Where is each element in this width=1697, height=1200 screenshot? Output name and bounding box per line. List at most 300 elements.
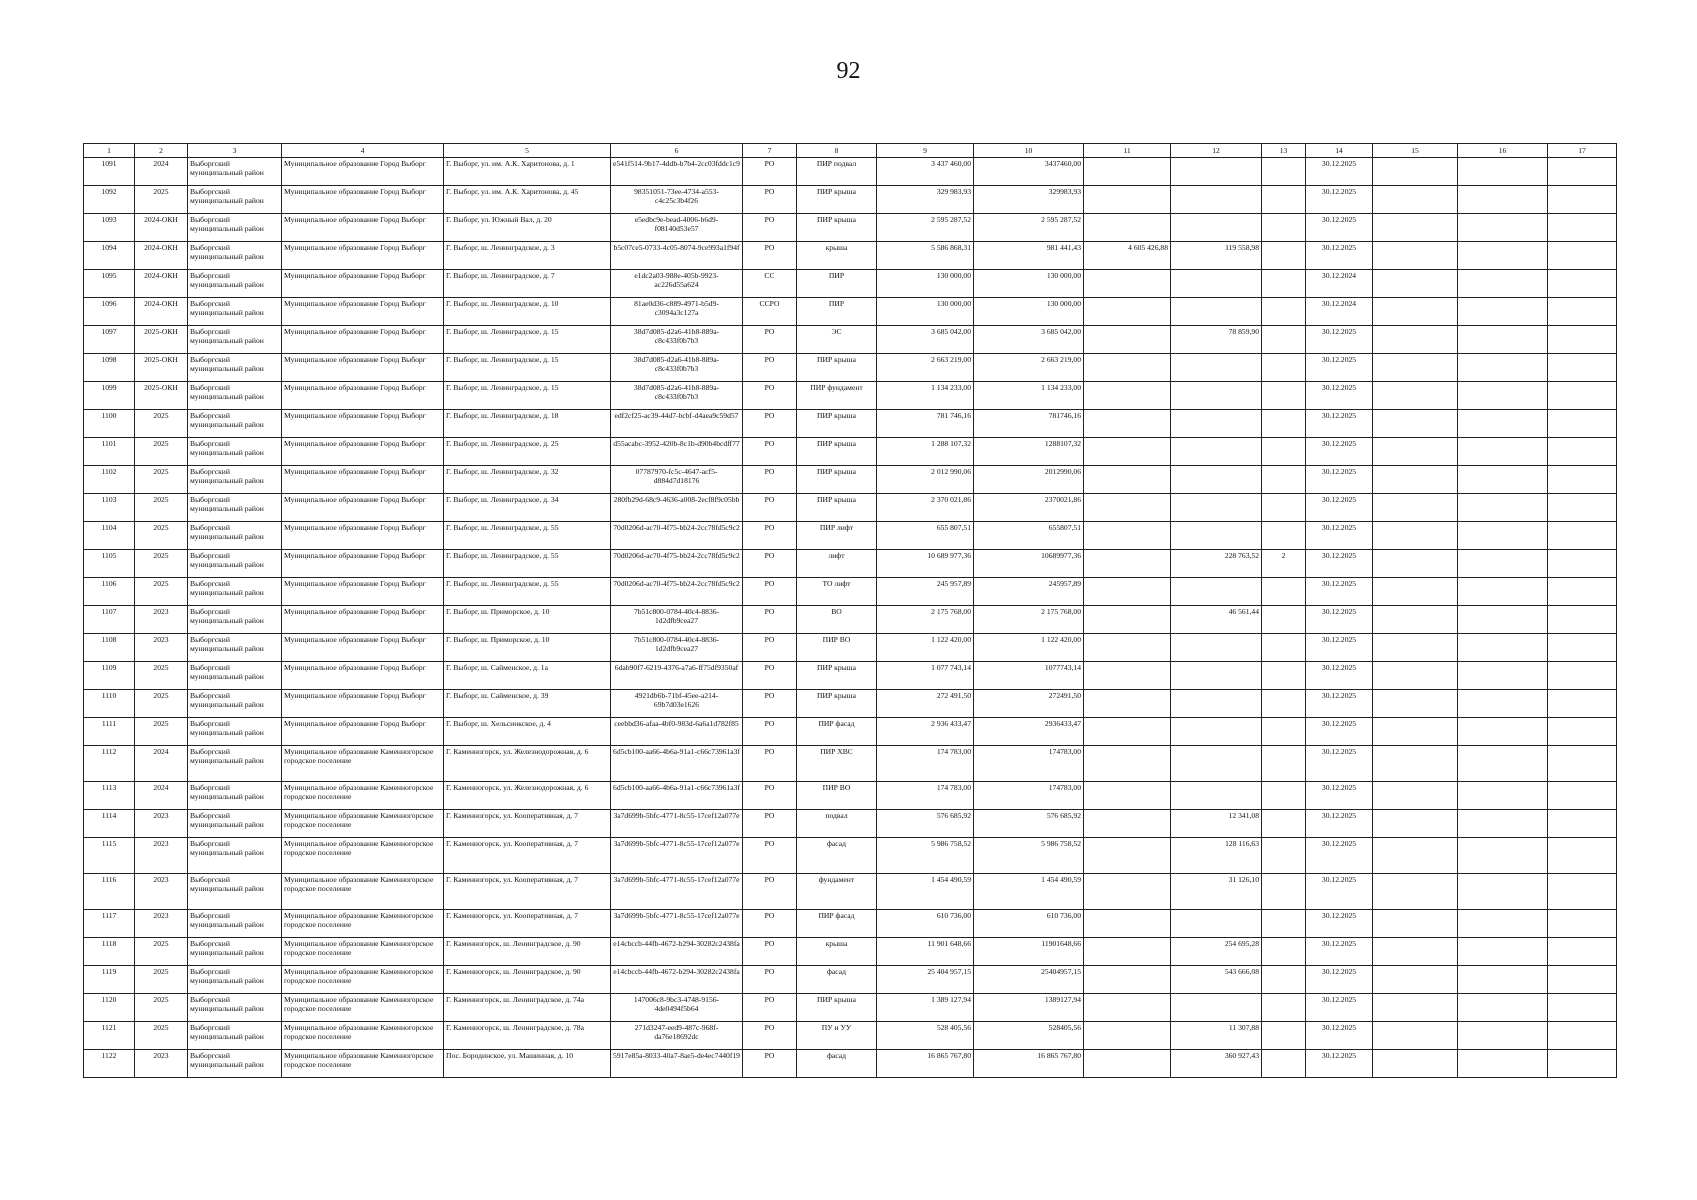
work-type-cell: ПИР фасад <box>797 718 877 746</box>
col15-cell <box>1373 874 1458 910</box>
guid-cell: 280fb29d-68c9-4636-a008-2ecf8f9c05bb <box>611 494 743 522</box>
municipality-cell: Муниципальное образование Город Выборг <box>282 634 444 662</box>
amount-col10-cell: 3 685 042,00 <box>974 326 1084 354</box>
row-number: 1110 <box>84 690 135 718</box>
row-number: 1119 <box>84 966 135 994</box>
amount-total-cell: 11 901 648,66 <box>877 938 974 966</box>
address-cell: Г. Выборг, ш. Приморское, д. 10 <box>444 606 611 634</box>
work-type-cell: ПИР крыша <box>797 186 877 214</box>
municipality-cell: Муниципальное образование Каменногорское городское поселение <box>282 966 444 994</box>
amount-total-cell: 3 437 460,00 <box>877 158 974 186</box>
amount-col10-cell: 130 000,00 <box>974 298 1084 326</box>
col17-cell <box>1548 782 1617 810</box>
deadline-date-cell: 30.12.2024 <box>1306 298 1373 326</box>
col13-cell <box>1262 186 1306 214</box>
municipality-cell: Муниципальное образование Город Выборг <box>282 242 444 270</box>
col17-cell <box>1548 662 1617 690</box>
amount-total-cell: 5 986 758,52 <box>877 838 974 874</box>
amount-total-cell: 1 454 490,59 <box>877 874 974 910</box>
amount-col10-cell: 2 663 219,00 <box>974 354 1084 382</box>
col15-cell <box>1373 214 1458 242</box>
col17-cell <box>1548 186 1617 214</box>
district-cell: Выборгский муниципальный район <box>188 1050 282 1078</box>
row-number: 1122 <box>84 1050 135 1078</box>
year-cell: 2023 <box>135 634 188 662</box>
work-type-cell: ПИР крыша <box>797 690 877 718</box>
district-cell: Выборгский муниципальный район <box>188 494 282 522</box>
col13-cell <box>1262 578 1306 606</box>
guid-cell: 5917e85a-8033-40a7-8ae5-de4ec7440f19 <box>611 1050 743 1078</box>
source-cell: РО <box>743 718 797 746</box>
column-header-17: 17 <box>1548 144 1617 158</box>
address-cell: Г. Выборг, ш. Ленинградское, д. 15 <box>444 382 611 410</box>
year-cell: 2025 <box>135 966 188 994</box>
address-cell: Г. Выборг, ш. Хельсинкское, д. 4 <box>444 718 611 746</box>
table-header <box>84 144 1617 158</box>
col15-cell <box>1373 838 1458 874</box>
amount-col11-cell <box>1084 410 1171 438</box>
municipality-cell: Муниципальное образование Город Выборг <box>282 466 444 494</box>
address-cell: Г. Выборг, ш. Ленинградское, д. 3 <box>444 242 611 270</box>
source-cell: РО <box>743 214 797 242</box>
col15-cell <box>1373 494 1458 522</box>
district-cell: Выборгский муниципальный район <box>188 242 282 270</box>
amount-col12-cell <box>1171 994 1262 1022</box>
table-row <box>84 494 1617 522</box>
guid-cell: 3a7d699b-5bfc-4771-8c55-17cef12a077e <box>611 838 743 874</box>
table-row <box>84 438 1617 466</box>
work-type-cell: ВО <box>797 606 877 634</box>
municipality-cell: Муниципальное образование Город Выборг <box>282 186 444 214</box>
deadline-date-cell: 30.12.2025 <box>1306 662 1373 690</box>
source-cell: РО <box>743 810 797 838</box>
guid-cell: 3a7d699b-5bfc-4771-8c55-17cef12a077e <box>611 810 743 838</box>
work-type-cell: фундамент <box>797 874 877 910</box>
table-row <box>84 1050 1617 1078</box>
amount-col11-cell <box>1084 578 1171 606</box>
amount-col11-cell <box>1084 690 1171 718</box>
address-cell: Г. Каменногорск, ш. Ленинградское, д. 90 <box>444 938 611 966</box>
address-cell: Г. Каменногорск, ул. Кооперативная, д. 7 <box>444 838 611 874</box>
col13-cell <box>1262 746 1306 782</box>
work-type-cell: ПИР крыша <box>797 494 877 522</box>
amount-col11-cell <box>1084 1050 1171 1078</box>
amount-col10-cell: 174783,00 <box>974 746 1084 782</box>
table-row <box>84 242 1617 270</box>
row-number: 1095 <box>84 270 135 298</box>
amount-col11-cell <box>1084 662 1171 690</box>
work-type-cell: ПИР крыша <box>797 662 877 690</box>
year-cell: 2024-ОКН <box>135 270 188 298</box>
col13-cell <box>1262 838 1306 874</box>
col13-cell <box>1262 938 1306 966</box>
guid-cell: e14cbccb-44fb-4672-b294-30282c2438fa <box>611 966 743 994</box>
work-type-cell: ПИР крыша <box>797 354 877 382</box>
col16-cell <box>1458 994 1548 1022</box>
col15-cell <box>1373 606 1458 634</box>
col15-cell <box>1373 186 1458 214</box>
table-row <box>84 522 1617 550</box>
col17-cell <box>1548 606 1617 634</box>
col15-cell <box>1373 810 1458 838</box>
amount-col10-cell: 16 865 767,80 <box>974 1050 1084 1078</box>
source-cell: ССРО <box>743 298 797 326</box>
address-cell: Г. Выборг, ш. Сайменское, д. 1а <box>444 662 611 690</box>
table-row <box>84 662 1617 690</box>
header-row <box>84 144 1617 158</box>
col16-cell <box>1458 938 1548 966</box>
year-cell: 2025 <box>135 578 188 606</box>
amount-total-cell: 2 012 990,06 <box>877 466 974 494</box>
year-cell: 2024-ОКН <box>135 298 188 326</box>
amount-col11-cell <box>1084 214 1171 242</box>
work-type-cell: фасад <box>797 966 877 994</box>
row-number: 1112 <box>84 746 135 782</box>
address-cell: Г. Выборг, ш. Сайменское, д. 39 <box>444 690 611 718</box>
amount-col10-cell: 981 441,43 <box>974 242 1084 270</box>
district-cell: Выборгский муниципальный район <box>188 746 282 782</box>
amount-col11-cell <box>1084 838 1171 874</box>
col17-cell <box>1548 438 1617 466</box>
col13-cell <box>1262 214 1306 242</box>
col15-cell <box>1373 382 1458 410</box>
column-header-5: 5 <box>444 144 611 158</box>
source-cell: РО <box>743 158 797 186</box>
work-type-cell: ПИР ХВС <box>797 746 877 782</box>
amount-total-cell: 655 807,51 <box>877 522 974 550</box>
col17-cell <box>1548 382 1617 410</box>
work-type-cell: подвал <box>797 810 877 838</box>
amount-col10-cell: 25404957,15 <box>974 966 1084 994</box>
table-row <box>84 938 1617 966</box>
work-type-cell: ЭС <box>797 326 877 354</box>
deadline-date-cell: 30.12.2025 <box>1306 1022 1373 1050</box>
row-number: 1100 <box>84 410 135 438</box>
work-type-cell: ПИР крыша <box>797 410 877 438</box>
guid-cell: 70d0206d-ac70-4f75-bb24-2cc78fd5c9c2 <box>611 522 743 550</box>
deadline-date-cell: 30.12.2025 <box>1306 718 1373 746</box>
district-cell: Выборгский муниципальный район <box>188 578 282 606</box>
guid-cell: 6d5cb100-aa66-4b6a-91a1-c66c73961a3f <box>611 782 743 810</box>
table-row <box>84 270 1617 298</box>
row-number: 1098 <box>84 354 135 382</box>
table-row <box>84 410 1617 438</box>
amount-col11-cell <box>1084 910 1171 938</box>
municipality-cell: Муниципальное образование Город Выборг <box>282 550 444 578</box>
row-number: 1115 <box>84 838 135 874</box>
col15-cell <box>1373 690 1458 718</box>
table-row <box>84 994 1617 1022</box>
col15-cell <box>1373 938 1458 966</box>
deadline-date-cell: 30.12.2025 <box>1306 810 1373 838</box>
amount-col12-cell: 128 116,63 <box>1171 838 1262 874</box>
table-row <box>84 690 1617 718</box>
municipality-cell: Муниципальное образование Каменногорское городское поселение <box>282 994 444 1022</box>
source-cell: РО <box>743 994 797 1022</box>
year-cell: 2024 <box>135 782 188 810</box>
municipality-cell: Муниципальное образование Каменногорское городское поселение <box>282 810 444 838</box>
col16-cell <box>1458 158 1548 186</box>
col13-cell <box>1262 662 1306 690</box>
municipality-cell: Муниципальное образование Каменногорское городское поселение <box>282 1022 444 1050</box>
year-cell: 2023 <box>135 838 188 874</box>
row-number: 1104 <box>84 522 135 550</box>
municipality-cell: Муниципальное образование Город Выборг <box>282 606 444 634</box>
row-number: 1117 <box>84 910 135 938</box>
amount-col10-cell: 1389127,94 <box>974 994 1084 1022</box>
table-row <box>84 718 1617 746</box>
year-cell: 2023 <box>135 606 188 634</box>
amount-col12-cell: 46 561,44 <box>1171 606 1262 634</box>
amount-col12-cell <box>1171 662 1262 690</box>
table-row <box>84 578 1617 606</box>
column-header-3: 3 <box>188 144 282 158</box>
amount-col12-cell <box>1171 466 1262 494</box>
source-cell: РО <box>743 522 797 550</box>
address-cell: Г. Выборг, ш. Ленинградское, д. 10 <box>444 298 611 326</box>
work-type-cell: ПИР ВО <box>797 634 877 662</box>
col16-cell <box>1458 410 1548 438</box>
deadline-date-cell: 30.12.2025 <box>1306 326 1373 354</box>
col15-cell <box>1373 1022 1458 1050</box>
amount-col12-cell <box>1171 782 1262 810</box>
source-cell: СС <box>743 270 797 298</box>
deadline-date-cell: 30.12.2024 <box>1306 270 1373 298</box>
amount-total-cell: 1 122 420,00 <box>877 634 974 662</box>
guid-cell: 7b51c800-0784-40c4-8836-1d2dfb9cea27 <box>611 634 743 662</box>
row-number: 1097 <box>84 326 135 354</box>
col15-cell <box>1373 910 1458 938</box>
municipality-cell: Муниципальное образование Город Выборг <box>282 270 444 298</box>
row-number: 1096 <box>84 298 135 326</box>
row-number: 1094 <box>84 242 135 270</box>
work-type-cell: крыша <box>797 938 877 966</box>
table-row <box>84 382 1617 410</box>
district-cell: Выборгский муниципальный район <box>188 522 282 550</box>
amount-col11-cell <box>1084 606 1171 634</box>
col17-cell <box>1548 158 1617 186</box>
year-cell: 2025-ОКН <box>135 326 188 354</box>
deadline-date-cell: 30.12.2025 <box>1306 466 1373 494</box>
table-row <box>84 810 1617 838</box>
municipality-cell: Муниципальное образование Город Выборг <box>282 718 444 746</box>
source-cell: РО <box>743 938 797 966</box>
deadline-date-cell: 30.12.2025 <box>1306 186 1373 214</box>
amount-total-cell: 16 865 767,80 <box>877 1050 974 1078</box>
amount-total-cell: 610 736,00 <box>877 910 974 938</box>
col13-cell <box>1262 606 1306 634</box>
col16-cell <box>1458 910 1548 938</box>
guid-cell: 38d7d085-d2a6-41b8-889a-c8c433f0b7b3 <box>611 382 743 410</box>
table-row <box>84 966 1617 994</box>
year-cell: 2025 <box>135 994 188 1022</box>
col16-cell <box>1458 746 1548 782</box>
deadline-date-cell: 30.12.2025 <box>1306 158 1373 186</box>
amount-total-cell: 1 077 743,14 <box>877 662 974 690</box>
address-cell: Г. Выборг, ш. Ленинградское, д. 7 <box>444 270 611 298</box>
column-header-1: 1 <box>84 144 135 158</box>
year-cell: 2025 <box>135 938 188 966</box>
col15-cell <box>1373 746 1458 782</box>
amount-col11-cell <box>1084 270 1171 298</box>
row-number: 1108 <box>84 634 135 662</box>
col15-cell <box>1373 718 1458 746</box>
table-row <box>84 214 1617 242</box>
row-number: 1099 <box>84 382 135 410</box>
municipality-cell: Муниципальное образование Город Выборг <box>282 438 444 466</box>
col13-cell <box>1262 690 1306 718</box>
guid-cell: 147006c8-9bc3-4748-9156-4de0494f5b64 <box>611 994 743 1022</box>
deadline-date-cell: 30.12.2025 <box>1306 874 1373 910</box>
col16-cell <box>1458 466 1548 494</box>
year-cell: 2025 <box>135 410 188 438</box>
amount-col10-cell: 610 736,00 <box>974 910 1084 938</box>
amount-col11-cell <box>1084 382 1171 410</box>
address-cell: Г. Выборг, ул. Южный Вал, д. 20 <box>444 214 611 242</box>
year-cell: 2025 <box>135 550 188 578</box>
amount-col10-cell: 2 175 768,00 <box>974 606 1084 634</box>
district-cell: Выборгский муниципальный район <box>188 838 282 874</box>
address-cell: Г. Каменногорск, ул. Кооперативная, д. 7 <box>444 910 611 938</box>
col16-cell <box>1458 874 1548 910</box>
register-table <box>83 143 1617 1078</box>
amount-col11-cell <box>1084 718 1171 746</box>
col16-cell <box>1458 1050 1548 1078</box>
guid-cell: 07787970-fc5c-4647-acf5-d884d7d18176 <box>611 466 743 494</box>
amount-total-cell: 130 000,00 <box>877 298 974 326</box>
deadline-date-cell: 30.12.2025 <box>1306 1050 1373 1078</box>
amount-col10-cell: 1 134 233,00 <box>974 382 1084 410</box>
amount-col10-cell: 781746,16 <box>974 410 1084 438</box>
col15-cell <box>1373 782 1458 810</box>
guid-cell: 70d0206d-ac70-4f75-bb24-2cc78fd5c9c2 <box>611 578 743 606</box>
work-type-cell: ПУ и УУ <box>797 1022 877 1050</box>
guid-cell: ceebbd36-afaa-4bf0-983d-6a6a1d782f85 <box>611 718 743 746</box>
guid-cell: 38d7d085-d2a6-41b8-889a-c8c433f0b7b3 <box>611 326 743 354</box>
amount-col11-cell <box>1084 158 1171 186</box>
year-cell: 2025 <box>135 662 188 690</box>
amount-total-cell: 3 685 042,00 <box>877 326 974 354</box>
amount-col10-cell: 130 000,00 <box>974 270 1084 298</box>
row-number: 1118 <box>84 938 135 966</box>
col17-cell <box>1548 242 1617 270</box>
amount-total-cell: 576 685,92 <box>877 810 974 838</box>
col13-cell <box>1262 298 1306 326</box>
col13-cell <box>1262 158 1306 186</box>
municipality-cell: Муниципальное образование Город Выборг <box>282 298 444 326</box>
district-cell: Выборгский муниципальный район <box>188 1022 282 1050</box>
amount-col10-cell: 272491,50 <box>974 690 1084 718</box>
amount-col12-cell: 11 307,88 <box>1171 1022 1262 1050</box>
col16-cell <box>1458 606 1548 634</box>
amount-col12-cell: 78 859,90 <box>1171 326 1262 354</box>
amount-total-cell: 174 783,00 <box>877 782 974 810</box>
source-cell: РО <box>743 1022 797 1050</box>
guid-cell: e14cbccb-44fb-4672-b294-30282c2438fa <box>611 938 743 966</box>
col17-cell <box>1548 1022 1617 1050</box>
table-row <box>84 910 1617 938</box>
amount-total-cell: 781 746,16 <box>877 410 974 438</box>
col15-cell <box>1373 1050 1458 1078</box>
amount-col12-cell <box>1171 494 1262 522</box>
year-cell: 2023 <box>135 910 188 938</box>
work-type-cell: ПИР лифт <box>797 522 877 550</box>
deadline-date-cell: 30.12.2025 <box>1306 690 1373 718</box>
amount-col12-cell <box>1171 214 1262 242</box>
work-type-cell: ПИР <box>797 298 877 326</box>
amount-col12-cell <box>1171 522 1262 550</box>
amount-col12-cell <box>1171 578 1262 606</box>
column-header-11: 11 <box>1084 144 1171 158</box>
district-cell: Выборгский муниципальный район <box>188 298 282 326</box>
year-cell: 2025 <box>135 494 188 522</box>
municipality-cell: Муниципальное образование Каменногорское городское поселение <box>282 782 444 810</box>
amount-col12-cell <box>1171 298 1262 326</box>
deadline-date-cell: 30.12.2025 <box>1306 782 1373 810</box>
col13-cell <box>1262 466 1306 494</box>
address-cell: Г. Выборг, ш. Ленинградское, д. 34 <box>444 494 611 522</box>
guid-cell: edf2cf25-ac39-44d7-bcbf-d4aea9c59d57 <box>611 410 743 438</box>
col16-cell <box>1458 438 1548 466</box>
col16-cell <box>1458 718 1548 746</box>
col17-cell <box>1548 938 1617 966</box>
row-number: 1113 <box>84 782 135 810</box>
amount-col10-cell: 2012990,06 <box>974 466 1084 494</box>
source-cell: РО <box>743 550 797 578</box>
col15-cell <box>1373 578 1458 606</box>
col13-cell <box>1262 718 1306 746</box>
col17-cell <box>1548 994 1617 1022</box>
col13-cell <box>1262 522 1306 550</box>
column-header-4: 4 <box>282 144 444 158</box>
row-number: 1116 <box>84 874 135 910</box>
page-number: 92 <box>836 58 861 84</box>
col15-cell <box>1373 438 1458 466</box>
year-cell: 2025 <box>135 438 188 466</box>
year-cell: 2025-ОКН <box>135 354 188 382</box>
source-cell: РО <box>743 662 797 690</box>
source-cell: РО <box>743 466 797 494</box>
deadline-date-cell: 30.12.2025 <box>1306 382 1373 410</box>
amount-col12-cell <box>1171 186 1262 214</box>
year-cell: 2025 <box>135 186 188 214</box>
guid-cell: e541f514-9b17-4ddb-b7b4-2cc03fddc1c9 <box>611 158 743 186</box>
table-row <box>84 782 1617 810</box>
municipality-cell: Муниципальное образование Город Выборг <box>282 214 444 242</box>
table-row <box>84 550 1617 578</box>
deadline-date-cell: 30.12.2025 <box>1306 522 1373 550</box>
row-number: 1092 <box>84 186 135 214</box>
amount-col11-cell <box>1084 550 1171 578</box>
amount-col12-cell <box>1171 410 1262 438</box>
address-cell: Г. Выборг, ш. Ленинградское, д. 32 <box>444 466 611 494</box>
address-cell: Г. Выборг, ул. им. А.К. Харитонова, д. 1 <box>444 158 611 186</box>
col16-cell <box>1458 354 1548 382</box>
year-cell: 2025 <box>135 1022 188 1050</box>
col16-cell <box>1458 494 1548 522</box>
municipality-cell: Муниципальное образование Город Выборг <box>282 326 444 354</box>
column-header-15: 15 <box>1373 144 1458 158</box>
municipality-cell: Муниципальное образование Каменногорское городское поселение <box>282 1050 444 1078</box>
district-cell: Выборгский муниципальный район <box>188 214 282 242</box>
col13-cell <box>1262 494 1306 522</box>
source-cell: РО <box>743 838 797 874</box>
column-header-2: 2 <box>135 144 188 158</box>
district-cell: Выборгский муниципальный район <box>188 186 282 214</box>
deadline-date-cell: 30.12.2025 <box>1306 938 1373 966</box>
col15-cell <box>1373 354 1458 382</box>
guid-cell: 4921db6b-71bf-45ee-a214-69b7d03e1626 <box>611 690 743 718</box>
